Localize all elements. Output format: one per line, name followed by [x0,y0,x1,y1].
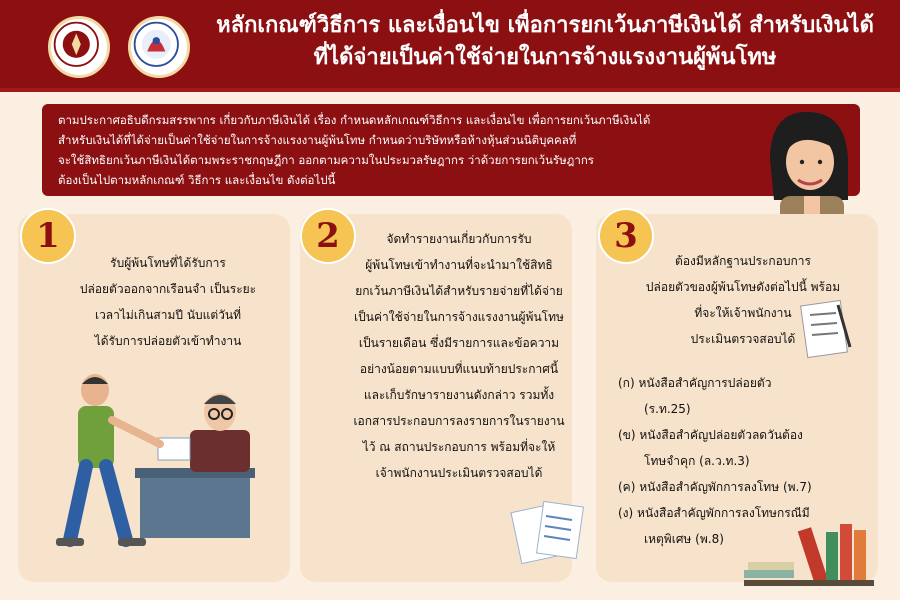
step-2-line: ยกเว้นภาษีเงินได้สำหรับรายจ่ายที่ได้จ่าย [355,284,563,298]
step-3-line: ที่จะให้เจ้าพนักงาน [694,306,792,320]
hiring-office-illustration [40,360,270,560]
step-number-badge: 2 [300,208,356,264]
step-number-badge: 3 [598,208,654,264]
step-1-text [48,250,288,354]
step-2-line: และเก็บรักษารายงานดังกล่าว รวมทั้ง [363,388,555,402]
document-item: (ข) หนังสือสำคัญปล่อยตัวลดวันต้อง [618,428,803,442]
officer-woman-illustration [740,100,870,230]
step-3-line: ปล่อยตัวของผู้พ้นโทษดังต่อไปนี้ พร้อม [645,280,841,294]
document-item-cont: เหตุพิเศษ (พ.8) [644,532,724,546]
step-1-line: ได้รับการปล่อยตัวเข้าทำงาน [94,334,242,348]
document-item: (ค) หนังสือสำคัญพักการลงโทษ (พ.7) [618,480,812,494]
step-2-line: เป็นรายเดือน ซึ่งมีรายการและข้อความ [358,336,560,350]
page-title [215,10,875,74]
document-item: (ง) หนังสือสำคัญพักการลงโทษกรณีมี [618,506,810,520]
step-2-line: ไว้ ณ สถานประกอบการ พร้อมที่จะให้ [362,440,556,454]
books-illustration [740,518,880,588]
intro-line: สำหรับเงินได้ที่ได้จ่ายเป็นค่าใช้จ่ายในการจ้างแรงงานผู้พ้นโทษ กำหนดว่าบริษัทหรือห้างหุ้นส่วนนิติบุคคลที่ [58,133,577,147]
department-seal-logo [48,16,110,78]
intro-line: ตามประกาศอธิบดีกรมสรรพากร เกี่ยวกับภาษีเงินได้ เรื่อง กำหนดหลักเกณฑ์วิธีการ และเงื่อนไข เพื่อการยกเว้นภาษีเงินได้ [58,113,651,127]
header-divider [0,88,900,92]
document-item-cont: โทษจำคุก (ล.ว.ท.3) [644,454,750,468]
step-2-line: เป็นค่าใช้จ่ายในการจ้างแรงงานผู้พ้นโทษ [354,310,564,324]
step-2-line: อย่างน้อยตามแบบที่แนบท้ายประกาศนี้ [359,362,559,376]
title-line-2: ที่ได้จ่ายเป็นค่าใช้จ่ายในการจ้างแรงงานผู้พ้นโทษ [313,45,777,70]
revenue-department-logo [128,16,190,78]
intro-line: ต้องเป็นไปตามหลักเกณฑ์ วิธีการ และเงื่อนไข ดังต่อไปนี้ [58,173,336,187]
step-1-line: ปล่อยตัวออกจากเรือนจำ เป็นระยะ [79,282,257,296]
document-item: (ก) หนังสือสำคัญการปล่อยตัว [618,376,772,390]
intro-text [58,110,763,190]
intro-line: จะใช้สิทธิยกเว้นภาษีเงินได้ตามพระราชกฤษฎีกา ออกตามความในประมวลรัษฎากร ว่าด้วยการยกเว้นรัษฎากร [58,153,594,167]
step-2-line: ผู้พ้นโทษเข้าทำงานที่จะนำมาใช้สิทธิ [365,258,553,272]
step-3-line: ประเมินตรวจสอบได้ [690,332,796,346]
step-number-badge: 1 [20,208,76,264]
report-papers-illustration [510,490,590,570]
step-1-line: เวลาไม่เกินสามปี นับแต่วันที่ [94,308,242,322]
step-2-line: เอกสารประกอบการลงรายการในรายงาน [353,414,565,428]
title-line-1: หลักเกณฑ์วิธีการ และเงื่อนไข เพื่อการยกเว้นภาษีเงินได้ สำหรับเงินได้ [216,13,874,38]
step-3-line: ต้องมีหลักฐานประกอบการ [675,254,811,268]
step-2-line: เจ้าพนักงานประเมินตรวจสอบได้ [375,466,543,480]
step-1-line: รับผู้พ้นโทษที่ได้รับการ [110,256,226,270]
evidence-documents-illustration [790,295,860,365]
document-item-cont: (ร.ท.25) [644,402,691,416]
step-2-text [334,226,584,486]
step-2-line: จัดทำรายงานเกี่ยวกับการรับ [386,232,532,246]
